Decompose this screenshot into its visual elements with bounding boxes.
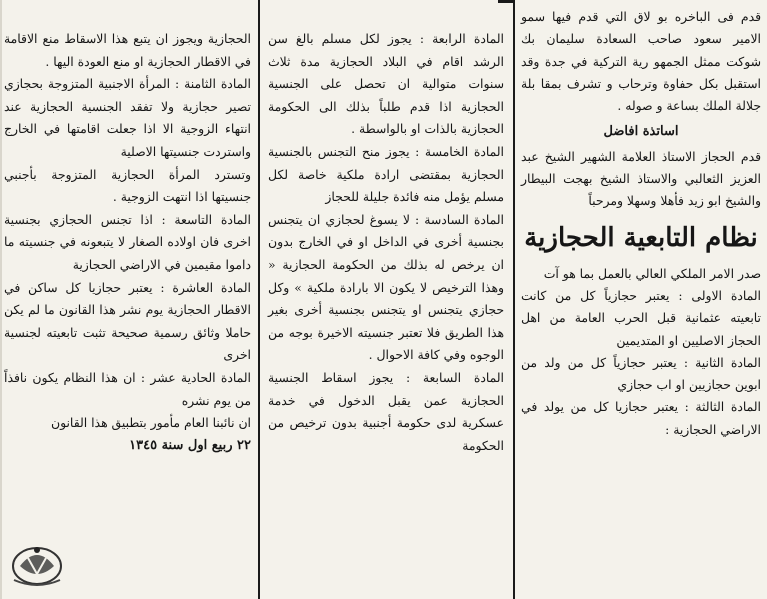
article-8-second-clause: وتسترد المرأة الحجازية المتزوجة بأجنبي جنسيتها اذا انتهت الزوجية . (4, 166, 251, 205)
column-rule-right (513, 0, 515, 599)
article-4: المادة الرابعة : يجوز لكل مسلم بالغ سن الرشد اقام في البلاد الحجازية مدة ثلاث سنوات متوالية ان تحصل على الجنسية الحجازية اذا قدم طلباً بذلك الى الحكومة الحجازية بالذات او بالواسطة . (268, 31, 504, 137)
teachers-heading: اساتذة افاضل (603, 124, 679, 140)
law-title: نظام التابعية الحجازية (524, 222, 758, 253)
column-rule-left (258, 0, 260, 599)
article-2: المادة الثانية : يعتبر حجازياً كل من ولد من ابوين حجازيين او اب حجازي (521, 354, 761, 393)
emblem-watermark-icon (6, 536, 68, 592)
left-column (0, 0, 257, 599)
article-5: المادة الخامسة : يجوز منح التجنس بالجنسية الحجازية بمقتضى ارادة ملكية خاصة لكل مسلم يؤمل منه فائدة جليلة للحجاز (268, 143, 504, 205)
date-line: ٢٢ ربيع اول سنة ١٣٤٥ (129, 437, 251, 453)
right-column (517, 0, 767, 599)
middle-column (262, 0, 512, 599)
enforcement-line: ان نائبنا العام مأمور بتطبيق هذا القانون (50, 415, 251, 431)
arrival-paragraph: قدم فى الباخره بو لاق التي قدم فيها سمو الامير سعود صاحب السعادة سليمان بك شوكت ممثل الجمهو رية التركية في جدة وقد استقبل بكل حفاوة وترحاب و تشرف بمقا بلة جلالة الملك بساعة و صوله . (521, 9, 761, 114)
article-6: المادة السادسة : لا يسوغ لحجازي ان يتجنس بجنسية أخرى في الداخل او في الخارج بدون ان يرخص له بذلك من الحكومة الحجازية « وهذا الترخيص لا يكون الا بارادة ملكية » وكل حجازي يتجنس او يتجنس بجنسية أخرى بغير هذا الطريق فلا تعتبر جنسيته الاخيرة بوجه من الوجوه وفي كافة الاحوال . (268, 211, 504, 363)
article-9: المادة التاسعة : اذا تجنس الحجازي بجنسية اخرى فان اولاده الصغار لا يتبعونه في جنسيته ما داموا مقيمين في الاراضي الحجازية (4, 211, 251, 272)
teachers-paragraph: قدم الحجاز الاستاذ العلامة الشهير الشيخ عبد العزيز الثعالبي والاستاذ الشيخ بهجت البيطار والشيخ ابو زيد فأهلا وسهلا ومرحباً (521, 148, 761, 209)
article-11: المادة الحادية عشر : ان هذا النظام يكون نافذاً من يوم نشره (4, 369, 251, 408)
article-1: المادة الاولى : يعتبر حجازياً كل من كانت تابعيته عثمانية قبل الحرب العامة من اهل الحجاز الاصليين او المتديمين (521, 287, 761, 348)
article-3: المادة الثالثة : يعتبر حجازيا كل من يولد في الاراضي الحجازية : (521, 399, 761, 437)
article-7: المادة السابعة : يجوز اسقاط الجنسية الحجازية عمن يقبل الدخول في خدمة عسكرية لدى حكومة أجنبية بدون ترخيص من الحكومة (268, 369, 504, 453)
article-8: المادة الثامنة : المرأة الاجنبية المتزوجة بحجازي تصير حجازية ولا تفقد الجنسية الحجازية عند انتهاء الزوجية الا اذا جعلت اقامتها في الخارج واستردت جنسيتها الاصلية (4, 76, 251, 159)
royal-decree-preamble: صدر الامر الملكي العالي بالعمل بما هو آت (543, 265, 761, 281)
article-10: المادة العاشرة : يعتبر حجازيا كل ساكن في الاقطار الحجازية يوم نشر هذا القانون ما لم يكن حاملا وثائق رسمية صحيحة تثبت تابعيته لجنسية اخرى (4, 279, 251, 363)
article-7-continuation: الحجازية ويجوز ان يتبع هذا الاسقاط منع الاقامة في الاقطار الحجازية او منع العودة اليها . (4, 31, 251, 69)
